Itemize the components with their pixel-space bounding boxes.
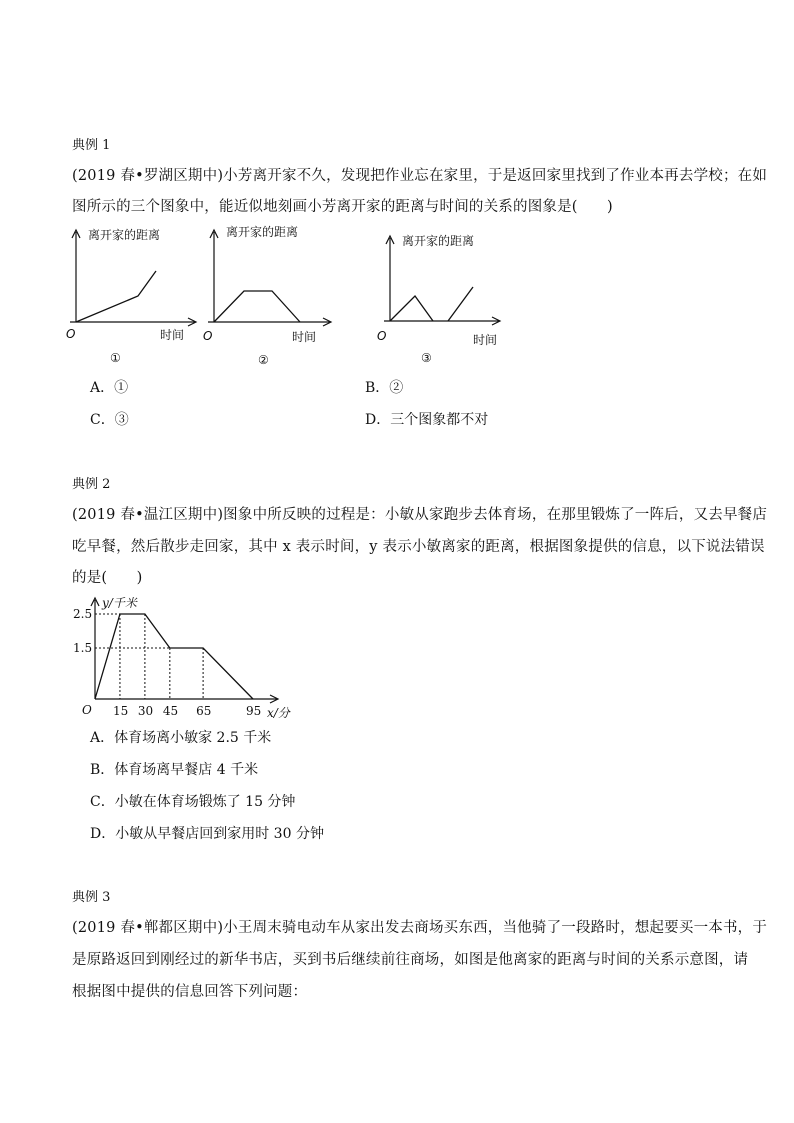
example-2-option-c: C．小敏在体育场锻炼了 15 分钟 xyxy=(90,794,296,810)
graph-3-origin: O xyxy=(377,329,387,343)
example-1-option-b: B．② xyxy=(365,380,404,396)
graph-2-origin: O xyxy=(203,329,213,343)
graph-2-caption: ② xyxy=(258,353,269,367)
example-2-option-d: D．小敏从早餐店回到家用时 30 分钟 xyxy=(90,826,324,842)
chart-ylabel: y/千米 xyxy=(102,596,137,610)
example-3-title: 典例 3 xyxy=(72,890,111,905)
graph-1 xyxy=(60,222,200,372)
chart-series-line xyxy=(95,614,253,699)
graph-3-line-1 xyxy=(390,296,433,321)
example-2-title: 典例 2 xyxy=(72,477,111,492)
chart-xlabel: x/分 xyxy=(267,706,290,720)
example-2-option-a: A．体育场离小敏家 2.5 千米 xyxy=(90,730,272,746)
graph-3-line-2 xyxy=(448,287,473,321)
graph-1-origin: O xyxy=(66,327,76,341)
example-1-title: 典例 1 xyxy=(72,138,111,153)
graph-1-ylabel: 离开家的距离 xyxy=(88,228,161,242)
chart-origin: O xyxy=(82,703,92,717)
chart-y-tick-1.5: 1.5 xyxy=(73,641,93,655)
example-1-text-line-2: 图所示的三个图象中，能近似地刻画小芳离开家的距离与时间的关系的图象是( ) xyxy=(72,199,613,215)
chart-x-tick-45: 45 xyxy=(162,704,179,718)
graph-2-line xyxy=(214,291,300,322)
example-2-text-line-3: 的是( ) xyxy=(72,570,143,586)
graph-3-caption: ③ xyxy=(421,351,432,365)
chart-x-tick-30: 30 xyxy=(137,704,154,718)
graph-3 xyxy=(375,226,515,376)
graph-1-caption: ① xyxy=(110,351,121,365)
graph-1-xlabel: 时间 xyxy=(160,328,185,342)
graph-3-ylabel: 离开家的距离 xyxy=(402,234,475,248)
example-3-text-line-1: (2019 春•郸都区期中)小王周末骑电动车从家出发去商场买东西，当他骑了一段路时，想起要买一本书，于 xyxy=(72,920,768,936)
example-1-option-d: D．三个图象都不对 xyxy=(365,412,489,428)
graph-2 xyxy=(200,222,340,372)
chart-x-tick-65: 65 xyxy=(196,704,212,718)
example-1-option-a: A．① xyxy=(90,380,129,396)
example-1-option-c: C．③ xyxy=(90,412,129,428)
graph-3-xlabel: 时间 xyxy=(473,333,498,347)
chart-y-tick-2.5: 2.5 xyxy=(73,607,93,621)
example-3-text-line-3: 根据图中提供的信息回答下列问题： xyxy=(72,984,308,1000)
example-1-text-line-1: (2019 春•罗湖区期中)小芳离开家不久，发现把作业忘在家里，于是返回家里找到了作业本再去学校；在如 xyxy=(72,168,768,184)
example-2-option-b: B．体育场离早餐店 4 千米 xyxy=(90,762,259,778)
graph-2-xlabel: 时间 xyxy=(292,330,317,344)
example-2-text-line-2: 吃早餐，然后散步走回家，其中 x 表示时间，y 表示小敏离家的距离，根据图象提供的信息，以下说法错误 xyxy=(72,539,765,555)
example-3-text-line-2: 是原路返回到刚经过的新华书店，买到书后继续前往商场，如图是他离家的距离与时间的关系示意图，请 xyxy=(72,952,749,968)
distance-time-chart xyxy=(70,592,310,727)
chart-x-tick-15: 15 xyxy=(112,704,129,718)
example-2-text-line-1: (2019 春•温江区期中)图象中所反映的过程是：小敏从家跑步去体育场，在那里锻炼了一阵后，又去早餐店 xyxy=(72,507,768,523)
graph-2-ylabel: 离开家的距离 xyxy=(226,225,299,239)
graph-1-line xyxy=(76,271,156,322)
chart-x-tick-95: 95 xyxy=(246,704,262,718)
